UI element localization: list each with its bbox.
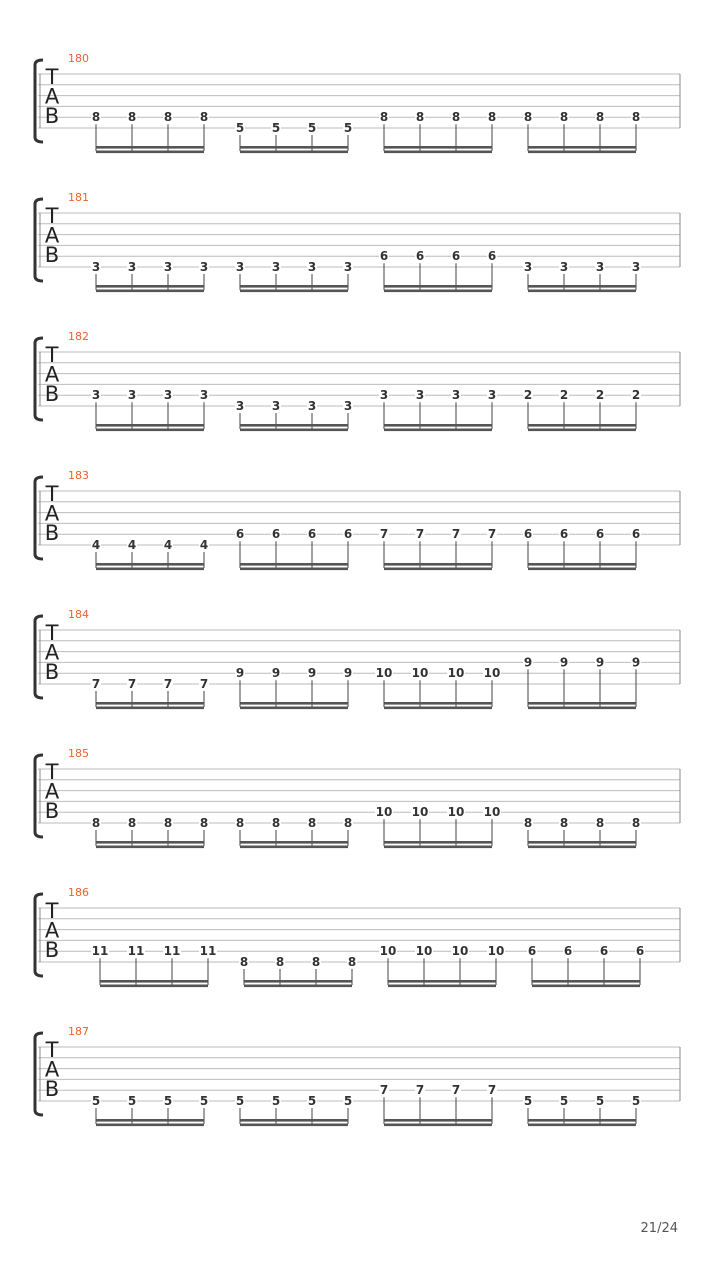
measure-number: 186 [68, 886, 89, 899]
fret-number: 5 [343, 1094, 353, 1108]
beam [96, 846, 204, 849]
beam [96, 563, 204, 566]
system-bracket [35, 199, 43, 281]
fret-number: 6 [307, 527, 317, 542]
fret-number: 5 [559, 1094, 569, 1108]
fret-number: 8 [523, 110, 533, 125]
beam [528, 841, 636, 844]
beam [384, 702, 492, 705]
fret-number: 4 [199, 538, 209, 552]
fret-number: 8 [127, 816, 137, 830]
beam [244, 980, 352, 983]
beam [240, 151, 348, 154]
fret-number: 10 [447, 666, 465, 681]
fret-number: 10 [411, 805, 429, 820]
fret-number: 10 [415, 944, 433, 959]
beam [240, 290, 348, 293]
fret-number: 5 [271, 1094, 281, 1108]
fret-number: 3 [127, 388, 137, 403]
beam [100, 985, 208, 988]
beam [96, 1124, 204, 1127]
beam [384, 151, 492, 154]
measure-number: 183 [68, 469, 89, 482]
tab-clef-letter: B [44, 1077, 60, 1101]
beam [528, 846, 636, 849]
fret-number: 5 [595, 1094, 605, 1108]
fret-number: 3 [199, 260, 209, 274]
fret-number: 3 [199, 388, 209, 403]
fret-number: 3 [307, 399, 317, 413]
measure-number: 187 [68, 1025, 89, 1038]
tab-clef-letter: B [44, 104, 60, 128]
fret-number: 8 [487, 110, 497, 125]
fret-number: 6 [379, 249, 389, 264]
tab-clef-letter: A [44, 779, 60, 804]
fret-number: 7 [451, 527, 461, 542]
fret-number: 10 [451, 944, 469, 959]
beam [240, 568, 348, 571]
fret-number: 5 [523, 1094, 533, 1108]
fret-number: 9 [631, 655, 641, 670]
tab-clef-letter: A [44, 362, 60, 387]
fret-number: 3 [271, 260, 281, 274]
fret-number: 9 [595, 655, 605, 670]
beam [384, 285, 492, 288]
fret-number: 6 [563, 944, 573, 959]
tab-clef-letter: B [44, 521, 60, 545]
beam [528, 146, 636, 149]
fret-number: 6 [559, 527, 569, 542]
beam [528, 424, 636, 427]
fret-number: 6 [235, 527, 245, 542]
fret-number: 8 [91, 110, 101, 125]
fret-number: 10 [483, 666, 501, 681]
fret-number: 8 [559, 110, 569, 125]
tab-clef-letter: T [45, 621, 59, 645]
fret-number: 9 [235, 666, 245, 681]
beam [244, 985, 352, 988]
fret-number: 6 [271, 527, 281, 542]
beam [240, 707, 348, 710]
fret-number: 5 [307, 121, 317, 135]
fret-number: 10 [375, 805, 393, 820]
tab-clef-letter: T [45, 343, 59, 367]
system-bracket [35, 616, 43, 698]
fret-number: 3 [451, 388, 461, 403]
fret-number: 8 [311, 955, 321, 969]
beam [532, 980, 640, 983]
fret-number: 10 [447, 805, 465, 820]
beam [96, 702, 204, 705]
tab-clef-letter: T [45, 899, 59, 923]
tab-clef-letter: A [44, 918, 60, 943]
fret-number: 10 [411, 666, 429, 681]
beam [240, 702, 348, 705]
beam [96, 424, 204, 427]
beam [388, 985, 496, 988]
fret-number: 2 [631, 388, 641, 403]
fret-number: 10 [379, 944, 397, 959]
beam [240, 1124, 348, 1127]
fret-number: 6 [487, 249, 497, 264]
page-number: 21/24 [640, 1221, 678, 1236]
beam [528, 285, 636, 288]
fret-number: 7 [127, 677, 137, 691]
measure-number: 184 [68, 608, 89, 621]
beam [96, 151, 204, 154]
measure-number: 185 [68, 747, 89, 760]
fret-number: 9 [343, 666, 353, 681]
fret-number: 4 [91, 538, 101, 552]
fret-number: 6 [527, 944, 537, 959]
fret-number: 9 [307, 666, 317, 681]
beam [384, 429, 492, 432]
fret-number: 8 [347, 955, 357, 969]
beam [240, 846, 348, 849]
fret-number: 3 [343, 399, 353, 413]
fret-number: 7 [379, 527, 389, 542]
fret-number: 9 [559, 655, 569, 670]
fret-number: 3 [631, 260, 641, 274]
fret-number: 8 [275, 955, 285, 969]
beam [384, 424, 492, 427]
fret-number: 2 [595, 388, 605, 403]
beam [528, 1124, 636, 1127]
beam [96, 841, 204, 844]
fret-number: 8 [631, 110, 641, 125]
fret-number: 8 [343, 816, 353, 830]
beam [384, 841, 492, 844]
beam [532, 985, 640, 988]
beam [528, 151, 636, 154]
fret-number: 8 [451, 110, 461, 125]
fret-number: 8 [163, 816, 173, 830]
fret-number: 3 [559, 260, 569, 274]
fret-number: 4 [127, 538, 137, 552]
fret-number: 6 [595, 527, 605, 542]
tab-clef-letter: B [44, 938, 60, 962]
system-bracket [35, 477, 43, 559]
tab-clef-letter: T [45, 65, 59, 89]
fret-number: 3 [379, 388, 389, 403]
beam [384, 1119, 492, 1122]
fret-number: 2 [523, 388, 533, 403]
beam [384, 846, 492, 849]
fret-number: 3 [595, 260, 605, 274]
fret-number: 6 [599, 944, 609, 959]
fret-number: 8 [307, 816, 317, 830]
tab-clef-letter: A [44, 640, 60, 665]
fret-number: 7 [415, 527, 425, 542]
fret-number: 5 [199, 1094, 209, 1108]
tab-clef-letter: T [45, 482, 59, 506]
fret-number: 11 [163, 944, 181, 959]
tab-clef-letter: A [44, 1057, 60, 1082]
fret-number: 2 [559, 388, 569, 403]
measure-number: 182 [68, 330, 89, 343]
tab-clef-letter: B [44, 799, 60, 823]
tab-clef-letter: T [45, 760, 59, 784]
beam [384, 563, 492, 566]
fret-number: 11 [127, 944, 145, 959]
fret-number: 6 [415, 249, 425, 264]
fret-number: 3 [163, 388, 173, 403]
fret-number: 7 [487, 527, 497, 542]
fret-number: 5 [271, 121, 281, 135]
tab-clef-letter: A [44, 501, 60, 526]
beam [240, 841, 348, 844]
fret-number: 3 [163, 260, 173, 274]
fret-number: 5 [307, 1094, 317, 1108]
fret-number: 8 [235, 816, 245, 830]
beam [100, 980, 208, 983]
fret-number: 3 [523, 260, 533, 274]
beam [96, 146, 204, 149]
beam [384, 290, 492, 293]
fret-number: 8 [271, 816, 281, 830]
fret-number: 10 [375, 666, 393, 681]
fret-number: 9 [523, 655, 533, 670]
beam [240, 429, 348, 432]
beam [528, 1119, 636, 1122]
fret-number: 5 [127, 1094, 137, 1108]
fret-number: 3 [91, 388, 101, 403]
system-bracket [35, 894, 43, 976]
fret-number: 7 [163, 677, 173, 691]
fret-number: 3 [271, 399, 281, 413]
fret-number: 11 [199, 944, 217, 959]
beam [388, 980, 496, 983]
fret-number: 8 [163, 110, 173, 125]
fret-number: 6 [523, 527, 533, 542]
fret-number: 8 [415, 110, 425, 125]
system-bracket [35, 755, 43, 837]
tab-clef-letter: B [44, 660, 60, 684]
fret-number: 9 [271, 666, 281, 681]
beam [96, 1119, 204, 1122]
fret-number: 8 [199, 816, 209, 830]
system-bracket [35, 60, 43, 142]
fret-number: 3 [343, 260, 353, 274]
fret-number: 5 [91, 1094, 101, 1108]
fret-number: 3 [487, 388, 497, 403]
tab-clef-letter: A [44, 84, 60, 109]
system-bracket [35, 1033, 43, 1115]
beam [96, 707, 204, 710]
beam [96, 290, 204, 293]
fret-number: 7 [415, 1083, 425, 1098]
fret-number: 8 [523, 816, 533, 830]
beam [528, 707, 636, 710]
beam [384, 568, 492, 571]
fret-number: 3 [415, 388, 425, 403]
fret-number: 3 [235, 260, 245, 274]
beam [384, 146, 492, 149]
fret-number: 3 [235, 399, 245, 413]
fret-number: 7 [199, 677, 209, 691]
fret-number: 6 [343, 527, 353, 542]
fret-number: 5 [235, 121, 245, 135]
fret-number: 3 [91, 260, 101, 274]
fret-number: 10 [483, 805, 501, 820]
measure-number: 181 [68, 191, 89, 204]
fret-number: 10 [487, 944, 505, 959]
beam [240, 563, 348, 566]
fret-number: 8 [595, 110, 605, 125]
beam [240, 424, 348, 427]
tab-clef-letter: T [45, 1038, 59, 1062]
fret-number: 5 [235, 1094, 245, 1108]
fret-number: 11 [91, 944, 109, 959]
fret-number: 5 [163, 1094, 173, 1108]
beam [240, 285, 348, 288]
measure-number: 180 [68, 52, 89, 65]
beam [96, 285, 204, 288]
fret-number: 4 [163, 538, 173, 552]
tab-clef-letter: B [44, 382, 60, 406]
beam [528, 702, 636, 705]
tab-clef-letter: B [44, 243, 60, 267]
beam [528, 290, 636, 293]
fret-number: 6 [631, 527, 641, 542]
beam [528, 568, 636, 571]
fret-number: 3 [127, 260, 137, 274]
system-bracket [35, 338, 43, 420]
fret-number: 8 [559, 816, 569, 830]
fret-number: 7 [379, 1083, 389, 1098]
tab-clef-letter: A [44, 223, 60, 248]
fret-number: 7 [91, 677, 101, 691]
fret-number: 8 [127, 110, 137, 125]
beam [240, 1119, 348, 1122]
beam [96, 429, 204, 432]
fret-number: 3 [307, 260, 317, 274]
tab-clef-letter: T [45, 204, 59, 228]
beam [528, 429, 636, 432]
fret-number: 8 [631, 816, 641, 830]
fret-number: 7 [487, 1083, 497, 1098]
beam [96, 568, 204, 571]
fret-number: 7 [451, 1083, 461, 1098]
fret-number: 5 [343, 121, 353, 135]
fret-number: 8 [239, 955, 249, 969]
beam [528, 563, 636, 566]
fret-number: 8 [199, 110, 209, 125]
fret-number: 6 [635, 944, 645, 959]
beam [384, 1124, 492, 1127]
fret-number: 8 [91, 816, 101, 830]
fret-number: 6 [451, 249, 461, 264]
fret-number: 8 [379, 110, 389, 125]
beam [384, 707, 492, 710]
fret-number: 8 [595, 816, 605, 830]
beam [240, 146, 348, 149]
fret-number: 5 [631, 1094, 641, 1108]
